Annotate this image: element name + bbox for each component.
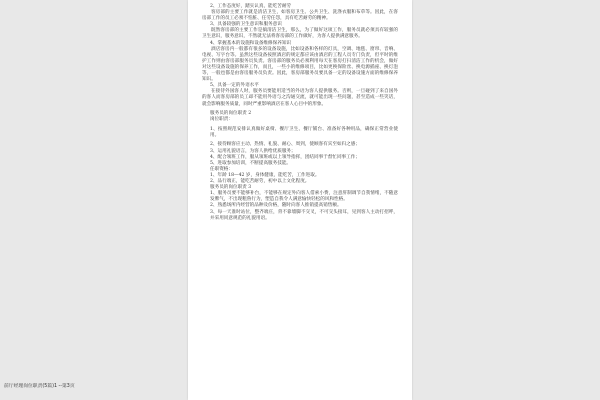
heading-line: 3、具备较强的卫生意识和服务意识 (210, 22, 282, 28)
page-footer: 前厅经理岗位职责(5篇)1 --第3页 (4, 384, 75, 389)
heading-line: 1、年龄 18—42 岁，身体健康，能吃苦，工作进取。 (210, 172, 320, 178)
body-paragraph: 在接待外国客人时，服务员要能用适当的外语为客人提供服务。否则，一旦碰到了来自国外的客人而客房部的员工却不能用外语与之沟通交流，就可能出现一些问题，甚至造成一些笑话，就会影响服务质量，同时严重影响酒店在客人心目中的形象。 (202, 89, 398, 107)
heading-line: 4、配合领班工作，服从领班或以上领导指挥，团结同事于督忙同事工作； (210, 154, 360, 160)
document-page (188, 0, 412, 400)
heading-line: 2、品行端正，能吃苦耐劳，初中以上文化程度。 (210, 179, 310, 185)
heading-line: 3、运用礼貌语言，为客人供给优质服务； (210, 148, 296, 154)
body-paragraph: 客房部的主要工作就是清洁卫生，如客房卫生、公共卫生、洗涤衣服和布草等。因此，在客房部工作的员工必须不怕脏、任劳任怨，具有吃苦耐劳的精神。 (202, 10, 398, 22)
body-paragraph: 既然客房部的主要工作是搞清洁卫生，那么，为了做好这项工作，服务员就必须具有较强的卫生意识，服务意识，不然就无法将客房部的工作做好，为客人提供满意服务。 (202, 28, 398, 40)
heading-line: 服务员的岗位职责 2 (210, 111, 252, 117)
heading-line: 服务员的岗位职责 3 (210, 185, 252, 191)
heading-line: 4、掌握基本的设施和设备维修保养知识 (210, 40, 292, 46)
body-paragraph: 酒店客房内一般都有很多的设备设施，比如设备和各样的灯具，空调、地毯、窗帘、音响、电视、写字台等。虽然这些设备按照酒店的规定都应该由酒店的工程人员专门负责，但平时的维护工作则由客房部服务员负责。客房部的服务员必须利用每天在客房打扫清洁工作的机会，做好对这些设备设施的保养工作，而且，一些小的维修项目，比如更换保险丝、换电源插座、换灯泡等，一般也都是由客房服务员负责。因此，客房部服务员要具备一定的设备设施方面的维修保养知识。 (202, 46, 398, 83)
heading-line: 3、每一天准时站位，整齐端庄，背不靠墙脚不交叉，不可交头接耳，见到客人主动打招呼，并采用同意规范的礼貌用语。 (210, 209, 398, 221)
heading-line: 1、服务员要不能够补台，不能够在规定外向客人借索小费，注意肝制调节自我情绪，不随意发脾气，不出现粗鲁行为，塑造自我令人满意愉快轻松的风和性格。 (210, 191, 398, 203)
heading-line: 2、熟悉场所内经营的品种及价格，随时向客人推销提高销售额。 (210, 203, 342, 209)
heading-line: 1、按照规范安排认真做好桌椅、餐厅卫生、餐厅铺台、准备好各种用品，确保正常营业使用。 (210, 126, 398, 138)
heading-line: 2、工作态度好，踏实认真，能吃苦耐劳 (210, 4, 292, 9)
heading-line: 5、具备一定的外语水平 (210, 83, 259, 89)
heading-line: 任职资格： (210, 166, 233, 172)
heading-line: 2、接待顾客应主动、热情、礼貌、耐心、周到，使顾客有宾至如归之感； (210, 142, 360, 148)
document-body (202, 4, 398, 222)
heading-line: 5、进取参加培训，不断提高服务技能。 (210, 160, 292, 166)
heading-line: 岗位职责： (210, 117, 233, 123)
